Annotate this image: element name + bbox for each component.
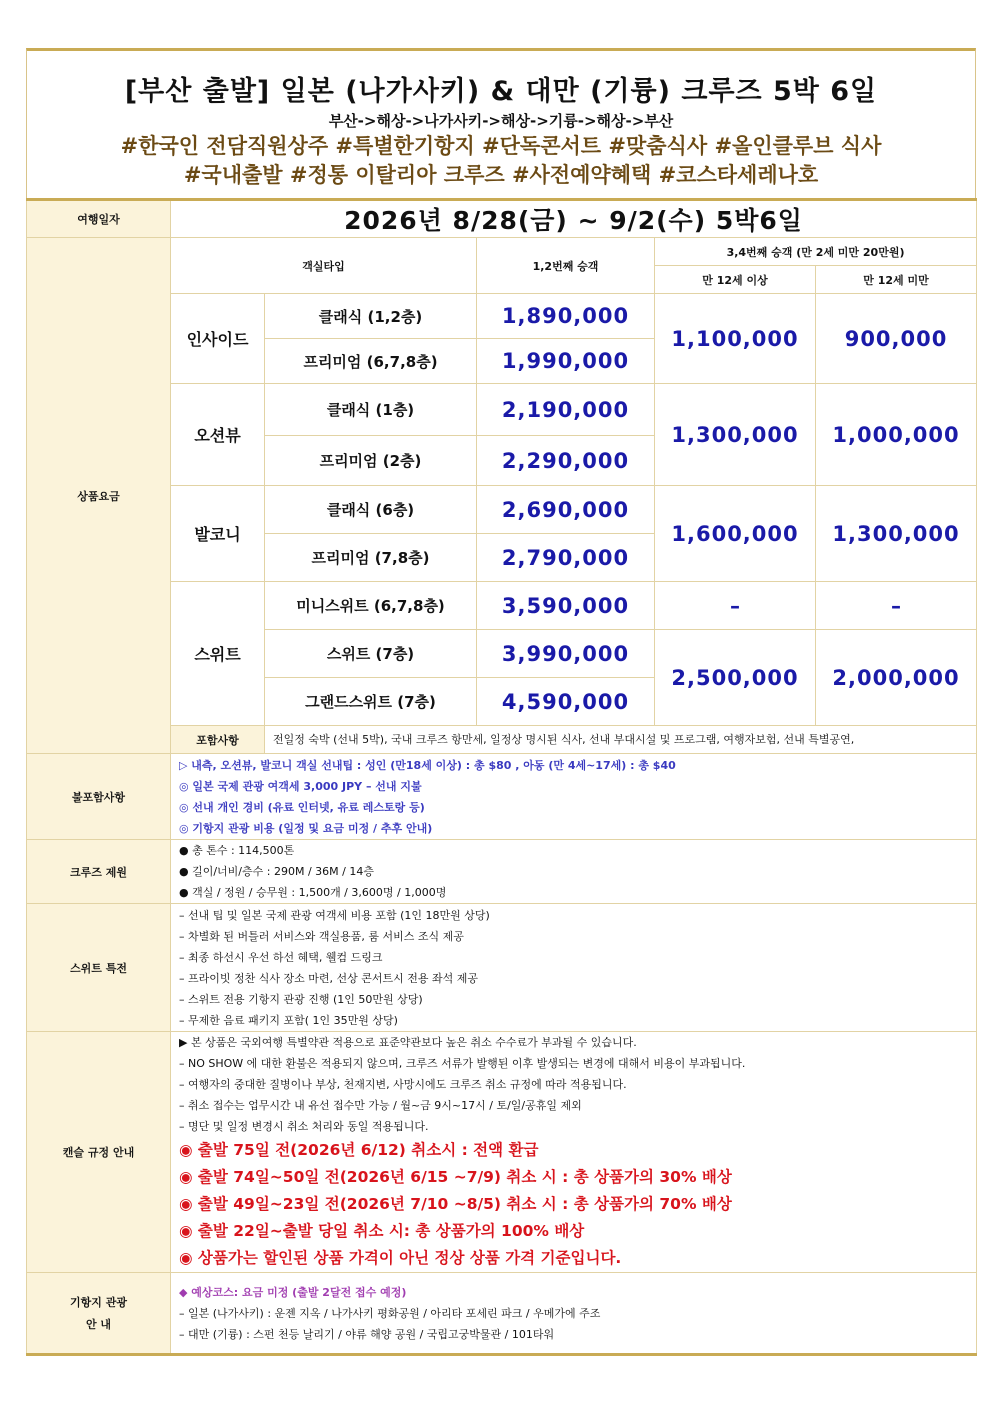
room-price: 1,990,000 [477,339,655,384]
specs-list [171,840,977,904]
category-oceanview: 오션뷰 [171,384,265,486]
brochure-header [26,48,976,198]
benefit-item: – 프라이빗 정찬 식사 장소 마련, 선상 콘서트시 전용 좌석 제공 [179,971,478,985]
over12-price: 1,100,000 [655,294,816,384]
over12-header: 만 12세 이상 [655,266,816,294]
cancel-fee-item: ◉ 출발 75일 전(2026년 6/12) 취소시 : 전액 환급 [179,1141,539,1159]
included-line: 전일정 숙박 (선내 5박), 국내 크루즈 항만세, 일정상 명시된 식사, 선내 부대시설 및 프로그램, 여행자보험, 선내 특별공연, [273,733,855,746]
room-type: 클래식 (1층) [265,384,477,436]
cancel-fee-item: ◉ 상품가는 할인된 상품 가격이 아닌 정상 상품 가격 기준입니다. [179,1249,622,1267]
room-price: 4,590,000 [477,678,655,726]
over12-price: 1,600,000 [655,486,816,582]
spec-item: ● 객실 / 정원 / 승무원 : 1,500개 / 3,600명 / 1,000명 [179,886,447,899]
benefit-item: – 차별화 된 버틀러 서비스와 객실용품, 룸 서비스 조식 제공 [179,929,464,943]
benefit-item: – 스위트 전용 기항지 관광 진행 (1인 50만원 상당) [179,992,423,1006]
shore-list [171,1273,977,1355]
room-price: 3,590,000 [477,582,655,630]
cancel-list [171,1032,977,1273]
category-balcony: 발코니 [171,486,265,582]
under12-price: 2,000,000 [816,630,977,726]
included-label: 포함사항 [171,726,265,754]
over12-price: 2,500,000 [655,630,816,726]
room-type: 클래식 (1,2층) [265,294,477,339]
under12-price: – [816,582,977,630]
room-price: 2,190,000 [477,384,655,436]
room-price: 2,290,000 [477,436,655,486]
benefit-item: – 선내 팁 및 일본 국제 관광 여객세 비용 포함 (1인 18만원 상당) [179,908,490,922]
specs-label: 크루즈 제원 [27,840,171,904]
price-table [26,198,977,1356]
excluded-item: ◎ 일본 국제 관광 여객세 3,000 JPY – 선내 지불 [179,779,422,793]
hashtags-line-2: #국내출발 #정통 이탈리아 크루즈 #사전예약혜택 #코스타세레나호 [183,163,819,187]
cancel-item: – 명단 및 일정 변경시 취소 처리와 동일 적용됩니다. [179,1120,429,1133]
cancel-label: 캔슬 규정 안내 [27,1032,171,1273]
room-type: 미니스위트 (6,7,8층) [265,582,477,630]
under12-header: 만 12세 미만 [816,266,977,294]
shore-item: – 대만 (기륭) : 스펀 천등 날리기 / 야류 해양 공원 / 국립고궁박물관 / 101타워 [179,1327,555,1341]
shore-item: – 일본 (나가사키) : 운젠 지옥 / 나가사키 평화공원 / 아리타 포세린 파크 / 우메가에 주조 [179,1306,601,1320]
room-type: 스위트 (7층) [265,630,477,678]
under12-price: 900,000 [816,294,977,384]
cancel-fee-item: ◉ 출발 49일~23일 전(2026년 7/10 ~8/5) 취소 시 : 총 상품가의 70% 배상 [179,1195,732,1213]
excluded-item: ◎ 선내 개인 경비 (유료 인터넷, 유료 레스토랑 등) [179,800,425,814]
shore-label-line-2: 안 내 [85,1318,112,1331]
excluded-list [171,754,977,840]
cancel-fee-item: ◉ 출발 74일~50일 전(2026년 6/15 ~7/9) 취소 시 : 총 상품가의 30% 배상 [179,1168,732,1186]
excluded-item: ◎ 기항지 관광 비용 (일정 및 요금 미정 / 추후 안내) [179,821,433,835]
excluded-label: 불포함사항 [27,754,171,840]
route-line: 부산->해상->나가사키->해상->기륭->해상->부산 [328,112,674,130]
room-type: 클래식 (6층) [265,486,477,534]
room-type: 프리미엄 (6,7,8층) [265,339,477,384]
cruise-brochure [26,48,976,1356]
room-type-header: 객실타입 [171,238,477,294]
spec-item: ● 총 톤수 : 114,500톤 [179,844,295,857]
spec-item: ● 길이/너비/층수 : 290M / 36M / 14층 [179,865,374,878]
category-inside: 인사이드 [171,294,265,384]
room-price: 2,690,000 [477,486,655,534]
benefit-item: – 최종 하선시 우선 하선 혜택, 웰컴 드링크 [179,950,383,964]
over12-price: 1,300,000 [655,384,816,486]
room-price: 3,990,000 [477,630,655,678]
included-text [265,726,977,754]
excluded-item: ▷ 내측, 오션뷰, 발코니 객실 선내팁 : 성인 (만18세 이상) : 총 $80 , 아동 (만 4세~17세) : 총 $40 [179,758,676,772]
shore-heading: ◆ 예상코스: 요금 미정 (출발 2달전 접수 예정) [179,1285,407,1299]
over12-price: – [655,582,816,630]
room-type: 프리미엄 (2층) [265,436,477,486]
guest12-header: 1,2번째 승객 [477,238,655,294]
travel-date: 2026년 8/28(금) ~ 9/2(수) 5박6일 [171,200,977,238]
pricing-label: 상품요금 [27,238,171,754]
room-price: 2,790,000 [477,534,655,582]
suite-benefits-list [171,904,977,1032]
suite-benefits-label: 스위트 특전 [27,904,171,1032]
page-title: [부산 출발] 일본 (나가사키) & 대만 (기륭) 크루즈 5박 6일 [124,76,878,107]
benefit-item: – 무제한 음료 패키지 포함( 1인 35만원 상당) [179,1013,398,1027]
cancel-item: – 여행자의 중대한 질병이나 부상, 천재지변, 사망시에도 크루즈 취소 규정에 따라 적용됩니다. [179,1078,627,1091]
cancel-fee-item: ◉ 출발 22일~출발 당일 취소 시: 총 상품가의 100% 배상 [179,1222,585,1240]
room-type: 그랜드스위트 (7층) [265,678,477,726]
shore-label [27,1273,171,1355]
category-suite: 스위트 [171,582,265,726]
shore-label-line-1: 기항지 관광 [70,1296,127,1309]
cancel-item: – 취소 접수는 업무시간 내 유선 접수만 가능 / 월~금 9시~17시 / 토/일/공휴일 제외 [179,1099,582,1112]
hashtags-line-1: #한국인 전담직원상주 #특별한기항지 #단독콘서트 #맞춤식사 #올인클루브 식사 [120,134,882,158]
cancel-item: – NO SHOW 에 대한 환불은 적용되지 않으며, 크루즈 서류가 발행된 이후 발생되는 변경에 대해서 비용이 부과됩니다. [179,1057,746,1070]
guest34-header: 3,4번째 승객 (만 2세 미만 20만원) [655,238,977,266]
under12-price: 1,000,000 [816,384,977,486]
room-price: 1,890,000 [477,294,655,339]
room-type: 프리미엄 (7,8층) [265,534,477,582]
travel-date-label: 여행일자 [27,200,171,238]
under12-price: 1,300,000 [816,486,977,582]
cancel-item: ▶ 본 상품은 국외여행 특별약관 적용으로 표준약관보다 높은 취소 수수료가 부과될 수 있습니다. [179,1036,637,1049]
